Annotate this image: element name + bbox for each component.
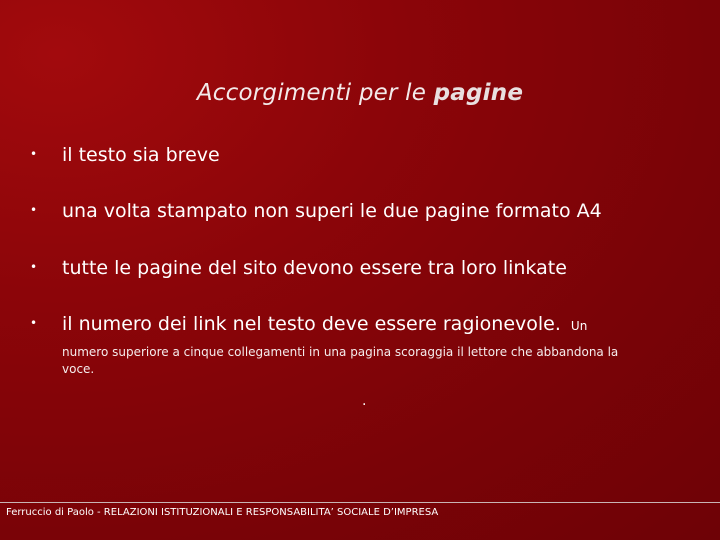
bullet-text: tutte le pagine del sito devono essere tra loro linkate [62, 257, 567, 279]
bullet-dot-icon: • [30, 260, 38, 274]
bullet-item [30, 257, 567, 279]
bullet-item [30, 200, 602, 222]
bullet-note: numero superiore a cinque collegamenti in una pagina scoraggia il lettore che abbandona la voce. [62, 345, 619, 376]
slide-title [0, 80, 720, 106]
footer-text: Ferruccio di Paolo - RELAZIONI ISTITUZIONALI E RESPONSABILITA’ SOCIALE D’IMPRESA [6, 507, 439, 518]
title-emphasis: pagine [433, 80, 524, 106]
bullet-text: il testo sia breve [62, 144, 220, 166]
bullet-tail-text: Un [570, 319, 588, 333]
footer-divider [0, 502, 720, 503]
bullet-dot-icon: • [30, 203, 38, 217]
title-prefix: Accorgimenti per le [196, 80, 434, 106]
bullet-text: il numero dei link nel testo deve essere ragionevole. [62, 313, 561, 335]
bullet-dot-icon: • [30, 316, 38, 330]
stray-mark: . [362, 393, 367, 409]
bullet-text: una volta stampato non superi le due pagine formato A4 [62, 200, 602, 222]
bullet-item [30, 313, 587, 335]
bullet-item [30, 144, 220, 166]
bullet-dot-icon: • [30, 147, 38, 161]
